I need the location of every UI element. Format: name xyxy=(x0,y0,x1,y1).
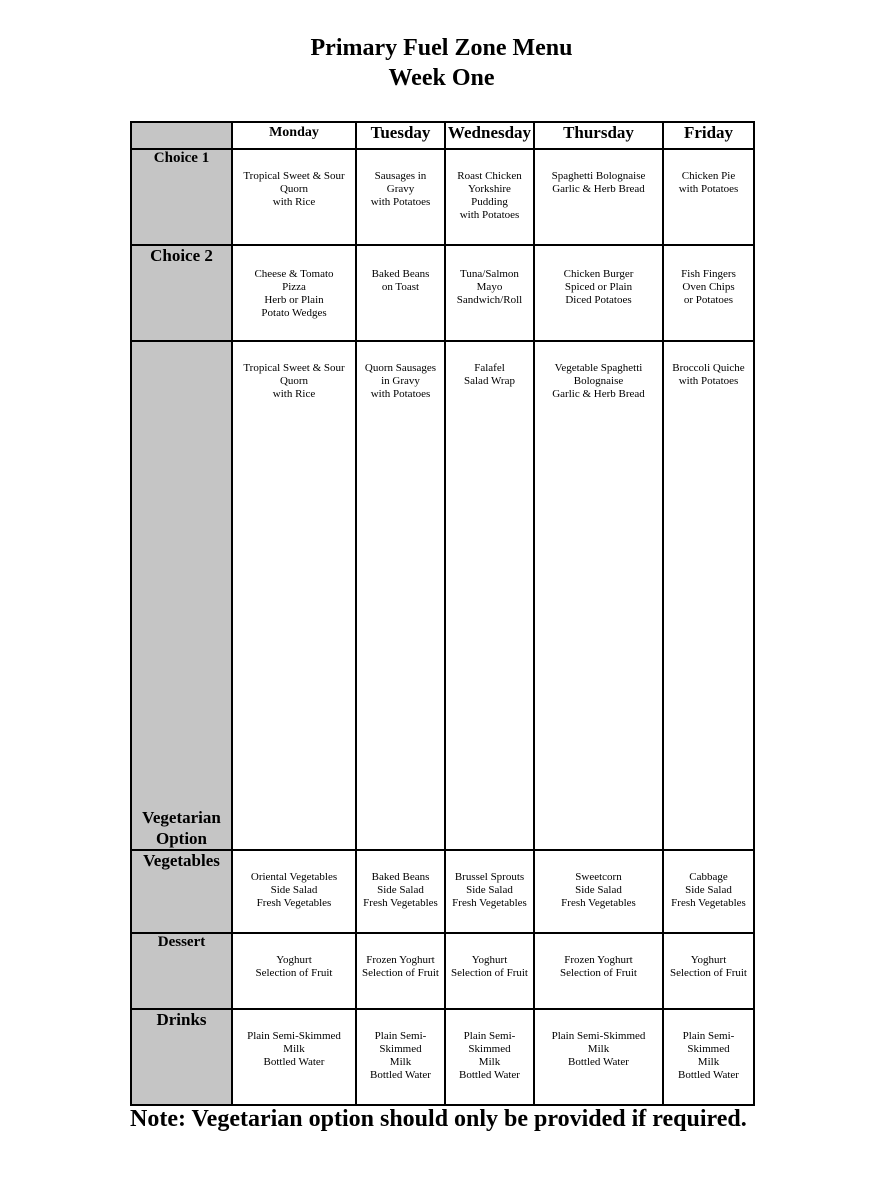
page-subtitle: Week One xyxy=(388,65,495,91)
menu-cell xyxy=(445,850,534,933)
menu-cell xyxy=(356,933,445,1009)
row-label-vegetables: Vegetables xyxy=(131,850,232,933)
day-header-friday: Friday xyxy=(663,122,754,149)
table-row-choice-2 xyxy=(131,245,754,341)
menu-item-text: Tropical Sweet & Sour Quorn with Rice xyxy=(243,170,345,208)
menu-item-text: Baked Beans Side Salad Fresh Vegetables xyxy=(363,871,438,909)
menu-item-text: Vegetable Spaghetti Bolognaise Garlic & Herb Bread xyxy=(552,362,645,400)
menu-item-text: Brussel Sprouts Side Salad Fresh Vegetables xyxy=(452,871,527,909)
table-row-choice-1 xyxy=(131,149,754,245)
menu-item-text: Quorn Sausages in Gravy with Potatoes xyxy=(364,362,437,400)
menu-item-text: Plain Semi- Skimmed Milk Bottled Water xyxy=(370,1030,431,1081)
footer-note: Note: Vegetarian option should only be provided if required. xyxy=(130,1106,747,1132)
menu-item-text: Cheese & Tomato Pizza Herb or Plain Potato Wedges xyxy=(254,268,334,319)
table-row-dessert xyxy=(131,933,754,1009)
menu-cell xyxy=(663,245,754,341)
day-header-thursday: Thursday xyxy=(534,122,663,149)
header-row xyxy=(131,122,754,149)
menu-cell xyxy=(232,1009,356,1105)
menu-cell xyxy=(534,149,663,245)
menu-item-text: Baked Beans on Toast xyxy=(371,268,430,293)
menu-item-text: Plain Semi- Skimmed Milk Bottled Water xyxy=(678,1030,739,1081)
menu-item-text: Plain Semi-Skimmed Milk Bottled Water xyxy=(551,1030,646,1068)
menu-item-text: Plain Semi- Skimmed Milk Bottled Water xyxy=(459,1030,520,1081)
menu-item-text: Broccoli Quiche with Potatoes xyxy=(672,362,745,387)
menu-item-text: Sausages in Gravy with Potatoes xyxy=(370,170,431,208)
menu-cell xyxy=(534,1009,663,1105)
table-row-drinks xyxy=(131,1009,754,1105)
menu-item-text: Plain Semi-Skimmed Milk Bottled Water xyxy=(247,1030,341,1068)
menu-cell xyxy=(445,245,534,341)
menu-cell xyxy=(534,850,663,933)
menu-item-text: Tropical Sweet & Sour Quorn with Rice xyxy=(243,362,345,400)
menu-item-text: Yoghurt Selection of Fruit xyxy=(255,954,333,979)
menu-item-text: Spaghetti Bolognaise Garlic & Herb Bread xyxy=(551,170,646,195)
menu-cell xyxy=(445,1009,534,1105)
menu-cell xyxy=(663,341,754,850)
menu-cell xyxy=(445,933,534,1009)
header-corner-cell xyxy=(131,122,232,149)
menu-cell xyxy=(663,850,754,933)
day-header-tuesday: Tuesday xyxy=(356,122,445,149)
menu-item-text: Yoghurt Selection of Fruit xyxy=(451,954,528,979)
menu-item-text: Tuna/Salmon Mayo Sandwich/Roll xyxy=(456,268,523,306)
menu-item-text: Cabbage Side Salad Fresh Vegetables xyxy=(671,871,746,909)
menu-item-text: Sweetcorn Side Salad Fresh Vegetables xyxy=(561,871,636,909)
menu-cell xyxy=(356,1009,445,1105)
menu-cell xyxy=(232,245,356,341)
menu-item-text: Yoghurt Selection of Fruit xyxy=(670,954,747,979)
menu-cell xyxy=(534,933,663,1009)
menu-cell xyxy=(534,341,663,850)
menu-item-text: Chicken Burger Spiced or Plain Diced Potatoes xyxy=(563,268,634,306)
menu-cell xyxy=(232,341,356,850)
menu-cell xyxy=(356,341,445,850)
menu-item-text: Roast Chicken Yorkshire Pudding with Potatoes xyxy=(457,170,522,221)
menu-item-text: Frozen Yoghurt Selection of Fruit xyxy=(362,954,439,979)
row-label-drinks: Drinks xyxy=(131,1009,232,1105)
menu-cell xyxy=(232,149,356,245)
table-row-vegetables xyxy=(131,850,754,933)
page-title: Primary Fuel Zone Menu xyxy=(310,35,573,61)
menu-item-text: Falafel Salad Wrap xyxy=(464,362,515,387)
row-label-choice-2: Choice 2 xyxy=(131,245,232,341)
day-header-monday: Monday xyxy=(232,122,356,149)
menu-cell xyxy=(445,341,534,850)
row-label-vegetarian-option xyxy=(131,341,232,850)
menu-table xyxy=(130,121,755,1106)
table-row-vegetarian-option xyxy=(131,341,754,850)
menu-cell xyxy=(663,149,754,245)
day-header-wednesday: Wednesday xyxy=(445,122,534,149)
menu-cell xyxy=(356,850,445,933)
menu-item-text: Fish Fingers Oven Chips or Potatoes xyxy=(681,268,736,306)
menu-cell xyxy=(232,850,356,933)
menu-cell xyxy=(356,245,445,341)
row-label-dessert: Dessert xyxy=(131,933,232,1009)
menu-cell xyxy=(663,1009,754,1105)
menu-cell xyxy=(663,933,754,1009)
row-label-line: Option xyxy=(155,829,208,848)
menu-cell xyxy=(356,149,445,245)
menu-cell xyxy=(445,149,534,245)
menu-item-text: Chicken Pie with Potatoes xyxy=(678,170,739,195)
row-label-line: Vegetarian xyxy=(142,808,221,827)
menu-item-text: Frozen Yoghurt Selection of Fruit xyxy=(560,954,637,979)
menu-cell xyxy=(534,245,663,341)
menu-item-text: Oriental Vegetables Side Salad Fresh Vegetables xyxy=(250,871,338,909)
menu-cell xyxy=(232,933,356,1009)
row-label-choice-1: Choice 1 xyxy=(131,149,232,245)
